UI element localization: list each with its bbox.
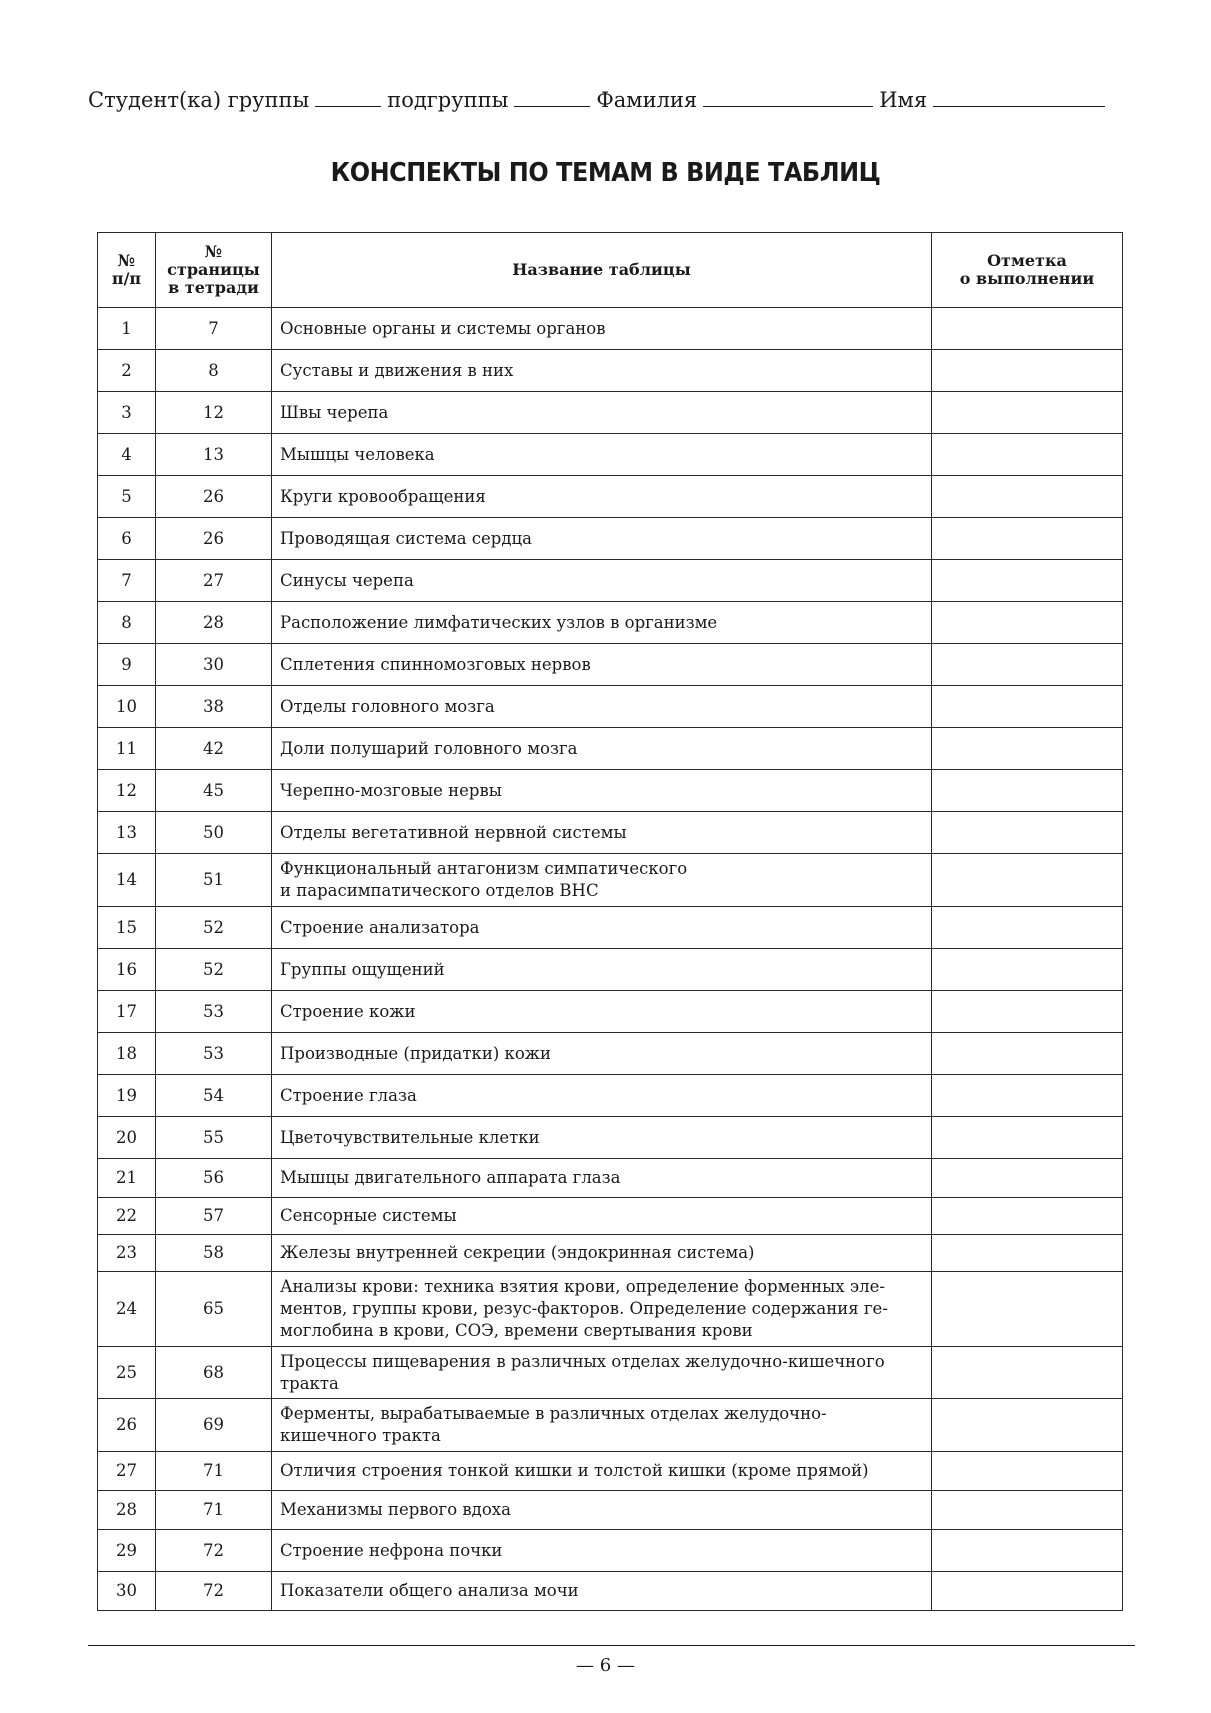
row-page-cell: 52 — [156, 907, 272, 949]
table-row — [98, 949, 1123, 991]
student-info-line — [88, 88, 1123, 112]
footer-divider — [88, 1645, 1135, 1646]
row-name-cell: Группы ощущений — [272, 949, 932, 991]
row-page-cell: 50 — [156, 812, 272, 854]
row-mark-cell[interactable] — [932, 644, 1123, 686]
row-page-cell: 72 — [156, 1530, 272, 1572]
row-mark-cell[interactable] — [932, 560, 1123, 602]
row-mark-cell[interactable] — [932, 1075, 1123, 1117]
row-page-cell: 72 — [156, 1572, 272, 1611]
row-name-cell: Синусы черепа — [272, 560, 932, 602]
row-mark-cell[interactable] — [932, 518, 1123, 560]
surname-blank[interactable] — [703, 105, 873, 107]
row-mark-cell[interactable] — [932, 350, 1123, 392]
row-mark-cell[interactable] — [932, 1117, 1123, 1159]
row-page-cell: 13 — [156, 434, 272, 476]
row-num-cell: 5 — [98, 476, 156, 518]
row-num-cell: 10 — [98, 686, 156, 728]
table-row — [98, 854, 1123, 907]
header-num: № п/п — [98, 233, 156, 308]
table-row — [98, 392, 1123, 434]
row-mark-cell[interactable] — [932, 1159, 1123, 1198]
row-page-cell: 65 — [156, 1272, 272, 1347]
row-mark-cell[interactable] — [932, 907, 1123, 949]
row-page-cell: 38 — [156, 686, 272, 728]
row-name-cell: Расположение лимфатических узлов в организме — [272, 602, 932, 644]
topics-table — [97, 232, 1123, 1611]
subgroup-label: подгруппы — [387, 88, 509, 112]
row-mark-cell[interactable] — [932, 1033, 1123, 1075]
row-num-cell: 19 — [98, 1075, 156, 1117]
row-name-cell: Отделы вегетативной нервной системы — [272, 812, 932, 854]
row-mark-cell[interactable] — [932, 1399, 1123, 1452]
row-name-cell: Мышцы человека — [272, 434, 932, 476]
row-page-cell: 45 — [156, 770, 272, 812]
row-page-cell: 12 — [156, 392, 272, 434]
page-number: — 6 — — [576, 1655, 635, 1676]
row-name-cell: Строение кожи — [272, 991, 932, 1033]
row-name-cell: Круги кровообращения — [272, 476, 932, 518]
row-mark-cell[interactable] — [932, 991, 1123, 1033]
row-num-cell: 22 — [98, 1198, 156, 1235]
row-name-cell: Суставы и движения в них — [272, 350, 932, 392]
row-page-cell: 71 — [156, 1491, 272, 1530]
row-page-cell: 8 — [156, 350, 272, 392]
row-mark-cell[interactable] — [932, 476, 1123, 518]
table-row — [98, 991, 1123, 1033]
row-num-cell: 7 — [98, 560, 156, 602]
table-row — [98, 1399, 1123, 1452]
row-num-cell: 23 — [98, 1235, 156, 1272]
row-mark-cell[interactable] — [932, 1452, 1123, 1491]
row-mark-cell[interactable] — [932, 1491, 1123, 1530]
name-blank[interactable] — [933, 105, 1105, 107]
row-mark-cell[interactable] — [932, 1235, 1123, 1272]
row-mark-cell[interactable] — [932, 686, 1123, 728]
row-name-cell: Проводящая система сердца — [272, 518, 932, 560]
row-page-cell: 27 — [156, 560, 272, 602]
row-mark-cell[interactable] — [932, 1530, 1123, 1572]
row-page-cell: 7 — [156, 308, 272, 350]
row-num-cell: 8 — [98, 602, 156, 644]
row-page-cell: 51 — [156, 854, 272, 907]
row-page-cell: 54 — [156, 1075, 272, 1117]
row-mark-cell[interactable] — [932, 1572, 1123, 1611]
row-name-cell: Мышцы двигательного аппарата глаза — [272, 1159, 932, 1198]
row-num-cell: 28 — [98, 1491, 156, 1530]
header-mark: Отметка о выполнении — [932, 233, 1123, 308]
table-row — [98, 1033, 1123, 1075]
row-mark-cell[interactable] — [932, 434, 1123, 476]
header-name: Название таблицы — [272, 233, 932, 308]
row-name-cell: Доли полушарий головного мозга — [272, 728, 932, 770]
row-name-cell: Отличия строения тонкой кишки и толстой кишки (кроме прямой) — [272, 1452, 932, 1491]
table-row — [98, 1347, 1123, 1399]
row-num-cell: 12 — [98, 770, 156, 812]
row-mark-cell[interactable] — [932, 812, 1123, 854]
table-row — [98, 728, 1123, 770]
row-name-cell: Швы черепа — [272, 392, 932, 434]
group-blank[interactable] — [315, 105, 381, 107]
surname-label: Фамилия — [596, 88, 698, 112]
row-name-cell: Строение анализатора — [272, 907, 932, 949]
table-row — [98, 770, 1123, 812]
row-mark-cell[interactable] — [932, 392, 1123, 434]
row-mark-cell[interactable] — [932, 602, 1123, 644]
row-name-cell: Железы внутренней секреции (эндокринная система) — [272, 1235, 932, 1272]
row-name-cell: Показатели общего анализа мочи — [272, 1572, 932, 1611]
table-header-row — [98, 233, 1123, 308]
row-name-cell: Сенсорные системы — [272, 1198, 932, 1235]
row-page-cell: 55 — [156, 1117, 272, 1159]
row-num-cell: 2 — [98, 350, 156, 392]
row-num-cell: 20 — [98, 1117, 156, 1159]
row-page-cell: 52 — [156, 949, 272, 991]
row-num-cell: 30 — [98, 1572, 156, 1611]
row-name-cell: Функциональный антагонизм симпатического и парасимпатического отделов ВНС — [272, 854, 932, 907]
row-name-cell: Анализы крови: техника взятия крови, определение форменных эле- ментов, группы крови, резус-факторов. Определение содержания ге- моглобина в крови, СОЭ, времени свертывания крови — [272, 1272, 932, 1347]
row-name-cell: Производные (придатки) кожи — [272, 1033, 932, 1075]
table-row — [98, 1572, 1123, 1611]
row-page-cell: 26 — [156, 518, 272, 560]
row-num-cell: 24 — [98, 1272, 156, 1347]
table-row — [98, 1491, 1123, 1530]
table-row — [98, 560, 1123, 602]
row-page-cell: 56 — [156, 1159, 272, 1198]
row-page-cell: 57 — [156, 1198, 272, 1235]
table-row — [98, 1198, 1123, 1235]
row-page-cell: 53 — [156, 991, 272, 1033]
row-num-cell: 9 — [98, 644, 156, 686]
row-num-cell: 15 — [98, 907, 156, 949]
row-mark-cell[interactable] — [932, 854, 1123, 907]
row-page-cell: 26 — [156, 476, 272, 518]
row-mark-cell[interactable] — [932, 728, 1123, 770]
row-name-cell: Строение нефрона почки — [272, 1530, 932, 1572]
row-name-cell: Ферменты, вырабатываемые в различных отделах желудочно- кишечного тракта — [272, 1399, 932, 1452]
row-page-cell: 42 — [156, 728, 272, 770]
table-row — [98, 518, 1123, 560]
table-row — [98, 1117, 1123, 1159]
table-row — [98, 434, 1123, 476]
row-name-cell: Отделы головного мозга — [272, 686, 932, 728]
row-page-cell: 28 — [156, 602, 272, 644]
row-page-cell: 68 — [156, 1347, 272, 1399]
header-page: № страницы в тетради — [156, 233, 272, 308]
page-title: КОНСПЕКТЫ ПО ТЕМАМ В ВИДЕ ТАБЛИЦ — [330, 158, 881, 188]
row-page-cell: 69 — [156, 1399, 272, 1452]
row-name-cell: Сплетения спинномозговых нервов — [272, 644, 932, 686]
row-mark-cell[interactable] — [932, 1198, 1123, 1235]
table-row — [98, 476, 1123, 518]
row-name-cell: Цветочувствительные клетки — [272, 1117, 932, 1159]
row-num-cell: 4 — [98, 434, 156, 476]
row-num-cell: 16 — [98, 949, 156, 991]
row-name-cell: Строение глаза — [272, 1075, 932, 1117]
row-num-cell: 14 — [98, 854, 156, 907]
row-num-cell: 25 — [98, 1347, 156, 1399]
row-mark-cell[interactable] — [932, 949, 1123, 991]
row-mark-cell[interactable] — [932, 1347, 1123, 1399]
row-name-cell: Механизмы первого вдоха — [272, 1491, 932, 1530]
table-row — [98, 350, 1123, 392]
row-num-cell: 17 — [98, 991, 156, 1033]
row-page-cell: 71 — [156, 1452, 272, 1491]
row-num-cell: 6 — [98, 518, 156, 560]
table-row — [98, 812, 1123, 854]
table-row — [98, 1530, 1123, 1572]
row-num-cell: 27 — [98, 1452, 156, 1491]
row-num-cell: 1 — [98, 308, 156, 350]
row-num-cell: 26 — [98, 1399, 156, 1452]
table-body — [98, 308, 1123, 1611]
row-num-cell: 3 — [98, 392, 156, 434]
table-row — [98, 1075, 1123, 1117]
row-page-cell: 30 — [156, 644, 272, 686]
row-name-cell: Основные органы и системы органов — [272, 308, 932, 350]
row-num-cell: 13 — [98, 812, 156, 854]
table-row — [98, 602, 1123, 644]
row-num-cell: 11 — [98, 728, 156, 770]
table-row — [98, 1272, 1123, 1347]
subgroup-blank[interactable] — [514, 105, 590, 107]
table-row — [98, 308, 1123, 350]
table-row — [98, 1235, 1123, 1272]
row-num-cell: 21 — [98, 1159, 156, 1198]
row-num-cell: 29 — [98, 1530, 156, 1572]
table-row — [98, 1452, 1123, 1491]
table-row — [98, 907, 1123, 949]
row-mark-cell[interactable] — [932, 1272, 1123, 1347]
row-name-cell: Черепно-мозговые нервы — [272, 770, 932, 812]
table-row — [98, 1159, 1123, 1198]
row-num-cell: 18 — [98, 1033, 156, 1075]
row-name-cell: Процессы пищеварения в различных отделах желудочно-кишечного тракта — [272, 1347, 932, 1399]
student-group-label: Студент(ка) группы — [88, 88, 310, 112]
name-label: Имя — [879, 88, 928, 112]
row-page-cell: 58 — [156, 1235, 272, 1272]
row-mark-cell[interactable] — [932, 308, 1123, 350]
table-row — [98, 686, 1123, 728]
table-row — [98, 644, 1123, 686]
row-page-cell: 53 — [156, 1033, 272, 1075]
row-mark-cell[interactable] — [932, 770, 1123, 812]
